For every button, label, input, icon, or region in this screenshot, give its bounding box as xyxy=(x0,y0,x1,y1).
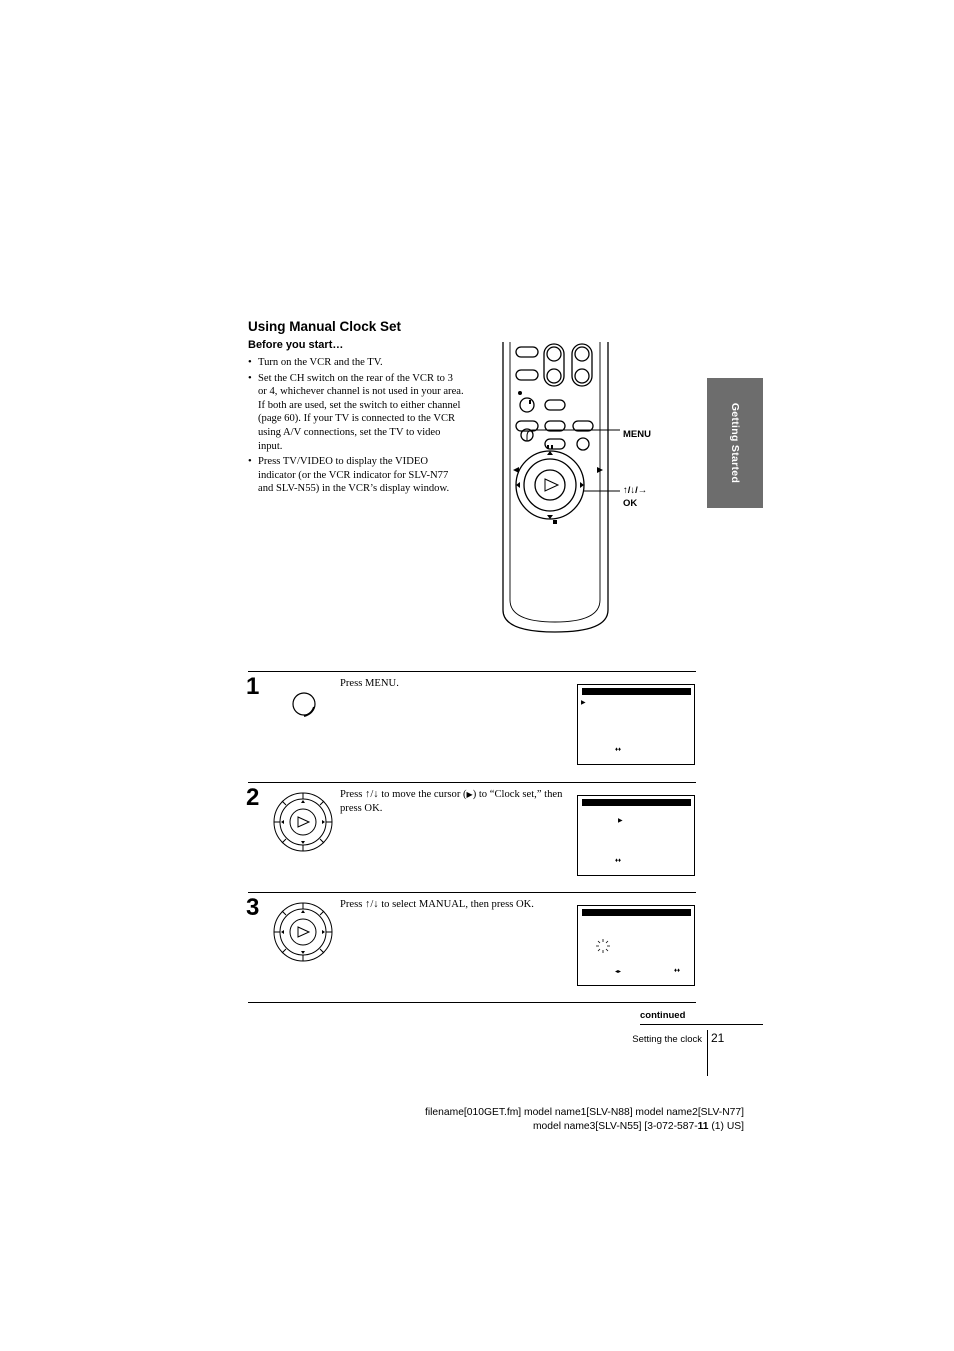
joystick-icon xyxy=(273,902,335,964)
tv-screen-settings xyxy=(577,795,695,876)
play-icon xyxy=(545,479,558,491)
up-arrow-icon: ↑ xyxy=(365,898,371,910)
list-item: • Press TV/VIDEO to display the VIDEO indicator (or the VCR indicator for SLV-N77 and SLV-N55) in the VCR’s display window. xyxy=(248,455,464,496)
screen-cursor-icon: ▶ xyxy=(581,700,586,706)
screen-updown-icon: ♦♦ xyxy=(615,747,622,753)
screen-cursor-icon: ▶ xyxy=(618,818,623,824)
before-you-start-heading: Before you start… xyxy=(248,339,344,351)
cursor-icon: ▶ xyxy=(466,790,473,799)
pause-icon xyxy=(551,445,553,449)
step-instruction: Press MENU. xyxy=(340,678,399,689)
remote-marking xyxy=(529,400,531,404)
step-number: 3 xyxy=(246,894,260,921)
step-divider xyxy=(248,892,696,893)
screen-updown-icon: ♦♦ xyxy=(674,968,681,974)
continued-label: continued xyxy=(640,1010,686,1021)
plus-button-icon xyxy=(575,347,589,361)
vol-rocker xyxy=(544,344,564,386)
footer-vertical-rule xyxy=(707,1030,708,1076)
list-item: • Set the CH switch on the rear of the VCR to 3 or 4, whichever channel is not used in your area. If both are used, set the switch to either channel (page 60). If your TV is connected to the VCR using A/V connections, set the TV to video input. xyxy=(248,372,464,454)
tv-screen-menu xyxy=(577,684,695,765)
ok-button xyxy=(535,470,565,500)
remote-button xyxy=(545,400,565,410)
joystick-mid-ring xyxy=(524,459,576,511)
ch-rocker xyxy=(572,344,592,386)
up-arrow-icon: ↑ xyxy=(365,788,371,800)
step-divider xyxy=(248,1002,696,1003)
down-arrow-icon: ↓ xyxy=(373,788,379,800)
menu-button-icon xyxy=(290,690,320,720)
footer-rule xyxy=(640,1024,763,1025)
chapter-side-tab-label: Getting Started xyxy=(729,402,741,484)
file-info-line: filename[010GET.fm] model name1[SLV-N88] model name2[SLV-N77] xyxy=(425,1107,744,1118)
remote-button xyxy=(516,347,538,357)
remote-button xyxy=(520,398,534,412)
step-divider xyxy=(248,782,696,783)
page-number: 21 xyxy=(711,1031,725,1045)
remote-menu-label: MENU xyxy=(623,429,651,440)
joystick-icon xyxy=(273,792,335,854)
tv-screen-clock-set xyxy=(577,905,695,986)
screen-title-bar xyxy=(582,909,691,916)
step-instruction: Press ↑/↓ to move the cursor (▶) to “Clock set,” then press OK. xyxy=(340,788,563,814)
screen-title-bar xyxy=(582,799,691,806)
remote-arrows-label: ↑/↓/→ xyxy=(623,485,648,496)
step-number: 2 xyxy=(246,784,260,811)
screen-leftright-icon: ◂▸ xyxy=(615,969,622,975)
list-item: • Turn on the VCR and the TV. xyxy=(248,356,464,370)
rec-dot-icon xyxy=(518,391,522,395)
remote-button xyxy=(577,438,589,450)
menu-callout-line xyxy=(527,430,620,441)
pause-icon xyxy=(547,445,549,449)
down-arrow-icon: ↓ xyxy=(373,898,379,910)
running-footer-section: Setting the clock xyxy=(632,1034,702,1045)
screen-updown-icon: ♦♦ xyxy=(615,858,622,864)
file-info-line: model name3[SLV-N55] [3-072-587-11 (1) US] xyxy=(532,1121,744,1132)
stop-icon xyxy=(553,520,557,524)
minus-button-icon xyxy=(547,369,561,383)
screen-title-bar xyxy=(582,688,691,695)
joystick-outer-ring xyxy=(516,451,584,519)
plus-button-icon xyxy=(547,347,561,361)
remote-ok-label: OK xyxy=(623,498,638,509)
flashing-indicator-icon xyxy=(596,939,610,953)
step-divider xyxy=(248,671,696,672)
file-info xyxy=(380,1106,744,1134)
remote-button xyxy=(516,370,538,380)
minus-button-icon xyxy=(575,369,589,383)
step-number: 1 xyxy=(246,673,260,700)
step-instruction: Press ↑/↓ to select MANUAL, then press OK. xyxy=(340,898,534,910)
remote-body-inner xyxy=(510,342,600,622)
section-title: Using Manual Clock Set xyxy=(248,319,402,334)
rewind-arrow-icon xyxy=(513,467,519,473)
